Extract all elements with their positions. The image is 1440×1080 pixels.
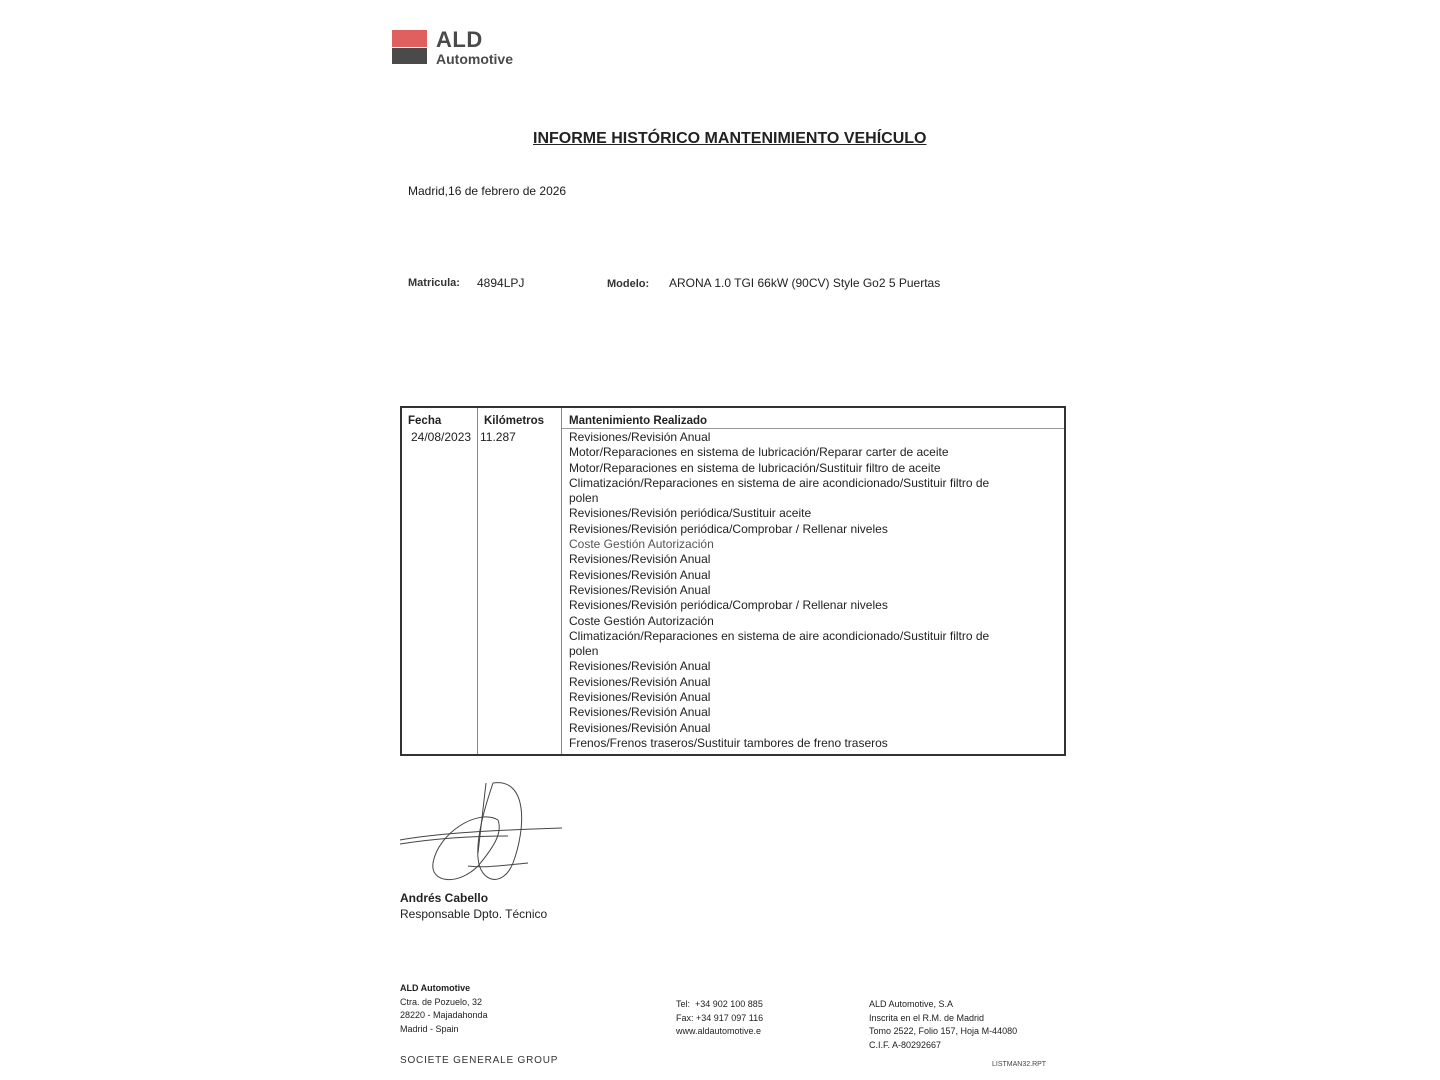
logo-subtitle: Automotive (436, 51, 513, 67)
header-fecha: Fecha (408, 415, 442, 427)
footer-address-line: 28220 - Majadahonda (400, 1010, 488, 1020)
list-item: polen (569, 491, 599, 506)
logo-grey-block (392, 47, 427, 64)
list-item: Climatización/Reparaciones en sistema de aire acondicionado/Sustituir filtro de (569, 628, 990, 643)
list-item: Revisiones/Revisión Anual (569, 720, 711, 735)
group-name: SOCIETE GENERALE GROUP (400, 1055, 559, 1066)
footer-tel: Tel: +34 902 100 885 (676, 999, 763, 1009)
list-item: Revisiones/Revisión Anual (569, 690, 711, 705)
list-item: Revisiones/Revisión Anual (569, 567, 711, 582)
logo-red-block (392, 30, 427, 47)
signature-icon (398, 778, 568, 888)
report-code: LISTMAN32.RPT (992, 1061, 1047, 1068)
list-item: Revisiones/Revisión Anual (569, 582, 711, 597)
footer-web: www.aldautomotive.e (676, 1026, 762, 1036)
footer-address (400, 982, 488, 1036)
maintenance-items (569, 430, 989, 751)
list-item: Revisiones/Revisión Anual (569, 430, 711, 444)
footer-legal-line: Inscrita en el R.M. de Madrid (869, 1012, 985, 1023)
list-item: Revisiones/Revisión periódica/Comprobar / Rellenar niveles (569, 521, 888, 536)
list-item: Revisiones/Revisión periódica/Comprobar / Rellenar niveles (569, 598, 888, 613)
footer-fax: Fax: +34 917 097 116 (676, 1012, 764, 1023)
footer-address-line: Ctra. de Pozuelo, 32 (400, 996, 483, 1007)
list-item: Frenos/Frenos traseros/Sustituir tambores de freno traseros (569, 735, 888, 750)
matricula-value: 4894LPJ (477, 276, 525, 290)
footer-legal-line: ALD Automotive, S.A (869, 999, 954, 1009)
footer-legal-line: Tomo 2522, Folio 157, Hoja M-44080 (869, 1026, 1018, 1036)
list-item: Climatización/Reparaciones en sistema de aire acondicionado/Sustituir filtro de (569, 475, 990, 490)
logo-brand: ALD (436, 27, 483, 52)
footer-legal-line: C.I.F. A-80292667 (869, 1039, 942, 1050)
list-item: Motor/Reparaciones en sistema de lubricación/Reparar carter de aceite (569, 445, 949, 460)
footer-company: ALD Automotive (400, 983, 471, 993)
list-item: Coste Gestión Autorización (569, 537, 714, 552)
list-item: Revisiones/Revisión periódica/Sustituir aceite (569, 506, 812, 521)
column-divider (561, 408, 562, 754)
list-item: Revisiones/Revisión Anual (569, 705, 711, 720)
document-title: INFORME HISTÓRICO MANTENIMIENTO VEHÍCULO (533, 130, 927, 147)
header-divider (562, 428, 1064, 429)
dateline: Madrid,16 de febrero de 2026 (408, 184, 567, 198)
header-km: Kilómetros (484, 415, 545, 427)
header-mantenimiento: Mantenimiento Realizado (569, 415, 708, 427)
signer-role: Responsable Dpto. Técnico (400, 907, 548, 921)
list-item: Motor/Reparaciones en sistema de lubricación/Sustituir filtro de aceite (569, 460, 941, 475)
column-divider (477, 408, 478, 754)
list-item: Coste Gestión Autorización (569, 613, 714, 628)
matricula-label: Matricula: (408, 277, 460, 289)
modelo-label: Modelo: (607, 278, 650, 290)
footer-contact (676, 998, 763, 1039)
maintenance-table (400, 406, 1066, 756)
footer-legal (869, 998, 1017, 1052)
list-item: polen (569, 644, 599, 659)
list-item: Revisiones/Revisión Anual (569, 674, 711, 689)
row-fecha: 24/08/2023 (411, 430, 472, 444)
list-item: Revisiones/Revisión Anual (569, 552, 711, 567)
modelo-value: ARONA 1.0 TGI 66kW (90CV) Style Go2 5 Puertas (669, 276, 941, 290)
signer-name: Andrés Cabello (400, 891, 489, 905)
footer-address-line: Madrid - Spain (400, 1023, 459, 1034)
ald-logo-mark (392, 30, 427, 64)
row-km: 11.287 (480, 430, 516, 444)
list-item: Revisiones/Revisión Anual (569, 659, 711, 674)
